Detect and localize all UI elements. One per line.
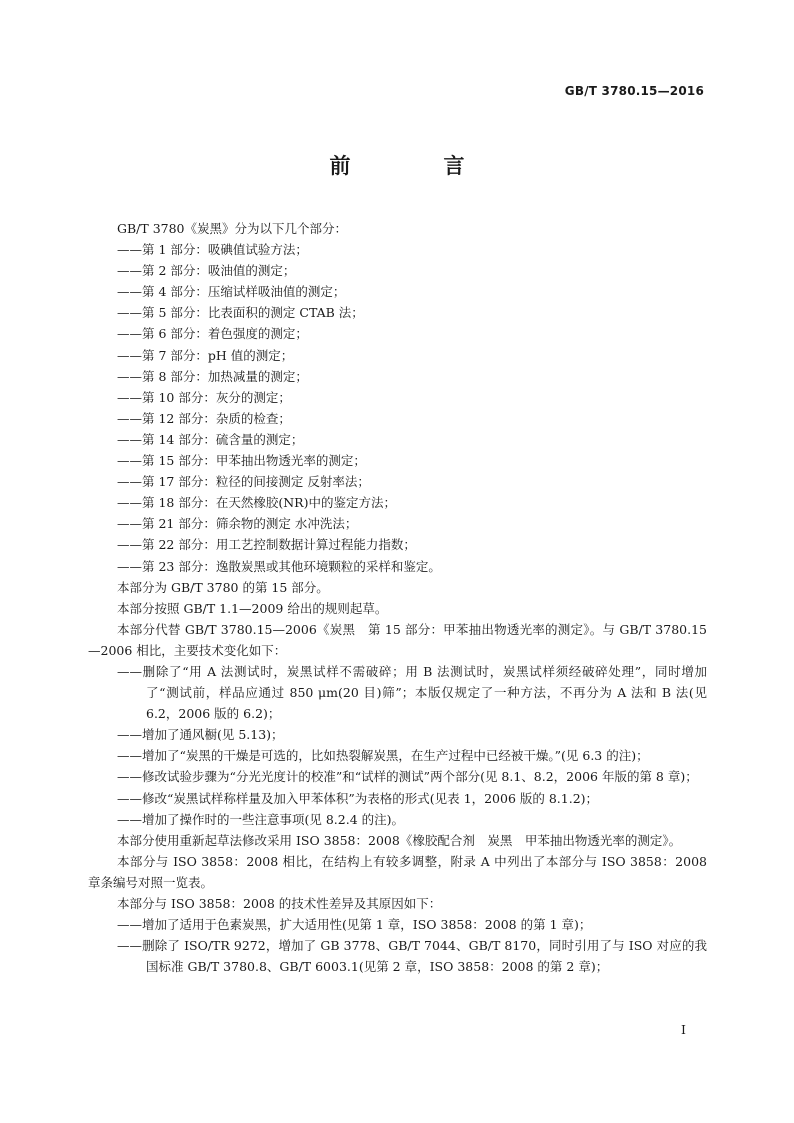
list-item: ——第 22 部分：用工艺控制数据计算过程能力指数；: [117, 537, 416, 553]
changes-list: [88, 661, 707, 830]
parts-list: [88, 239, 707, 577]
list-item: ——第 6 部分：着色强度的测定；: [117, 326, 308, 342]
list-item: ——第 8 部分：加热减量的测定；: [117, 368, 308, 384]
list-item: ——增加了“炭黑的干燥是可选的，比如热裂解炭黑，在生产过程中已经被干燥。”(见 6.3 的注)；: [117, 748, 649, 764]
list-item: ——增加了通风橱(见 5.13)；: [117, 727, 284, 743]
list-item: ——第 23 部分：逸散炭黑或其他环境颗粒的采样和鉴定。: [117, 558, 441, 574]
diffs-list: [88, 914, 707, 977]
list-item: ——第 18 部分：在天然橡胶(NR)中的鉴定方法；: [117, 495, 396, 511]
rules-paragraph: 本部分按照 GB/T 1.1—2009 给出的规则起草。: [117, 600, 388, 616]
list-item: ——第 17 部分：粒径的间接测定 反射率法；: [117, 474, 370, 490]
list-item: ——修改试验步骤为“分光光度计的校准”和“试样的测试”两个部分(见 8.1、8.2，2006 年版的第 8 章)；: [117, 769, 698, 785]
iso-structure-paragraph: 本部分与 ISO 3858：2008 相比，在结构上有较多调整，附录 A 中列出了本部分与 ISO 3858：2008 章条编号对照一览表。: [88, 853, 707, 890]
list-item: ——增加了操作时的一些注意事项(见 8.2.4 的注)。: [117, 811, 405, 827]
foreword-body: [88, 218, 707, 977]
page-title: 前 言: [329, 154, 501, 178]
part-paragraph: 本部分为 GB/T 3780 的第 15 部分。: [117, 579, 329, 595]
list-item: ——第 14 部分：硫含量的测定；: [117, 431, 304, 447]
list-item: ——第 7 部分：pH 值的测定；: [117, 347, 294, 363]
list-item: ——第 4 部分：压缩试样吸油值的测定；: [117, 284, 346, 300]
list-item: ——第 10 部分：灰分的测定；: [117, 389, 291, 405]
list-item: ——修改“炭黑试样称样量及加入甲苯体积”为表格的形式(见表 1，2006 版的 8.1.2)；: [117, 790, 599, 806]
list-item: ——第 2 部分：吸油值的测定；: [117, 263, 296, 279]
page-number: I: [681, 1022, 686, 1037]
list-item: ——第 21 部分：筛余物的测定 水冲洗法；: [117, 516, 358, 532]
replace-paragraph: 本部分代替 GB/T 3780.15—2006《炭黑 第 15 部分：甲苯抽出物透光率的测定》。与 GB/T 3780.15—2006 相比，主要技术变化如下：: [88, 621, 707, 658]
list-item: ——第 1 部分：吸碘值试验方法；: [117, 242, 308, 258]
list-item: ——删除了“用 A 法测试时，炭黑试样不需破碎；用 B 法测试时，炭黑试样须经破碎处理”，同时增加了“测试前，样品应通过 850 μm(20 目)筛”；本版仅规定了一种方法，不再分为 A 法和 B 法(见 6.2，2006 版的 6.2)；: [117, 663, 707, 722]
list-item: ——第 12 部分：杂质的检查；: [117, 410, 291, 426]
iso-diff-paragraph: 本部分与 ISO 3858：2008 的技术性差异及其原因如下：: [117, 896, 442, 911]
intro-paragraph: GB/T 3780《炭黑》分为以下几个部分：: [117, 221, 348, 236]
list-item: ——增加了适用于色素炭黑，扩大适用性(见第 1 章，ISO 3858：2008 的第 1 章)；: [117, 917, 592, 933]
list-item: ——删除了 ISO/TR 9272，增加了 GB 3778、GB/T 7044、GB/T 8170，同时引用了与 ISO 对应的我国标准 GB/T 3780.8、GB/T 6003.1(见第 2 章，ISO 3858：2008 的第 2 章)；: [117, 938, 707, 975]
list-item: ——第 5 部分：比表面积的测定 CTAB 法；: [117, 305, 364, 321]
standard-code: GB/T 3780.15—2016: [564, 84, 704, 98]
iso-adopt-paragraph: 本部分使用重新起草法修改采用 ISO 3858：2008《橡胶配合剂 炭黑 甲苯抽出物透光率的测定》。: [117, 832, 682, 848]
list-item: ——第 15 部分：甲苯抽出物透光率的测定；: [117, 453, 366, 469]
